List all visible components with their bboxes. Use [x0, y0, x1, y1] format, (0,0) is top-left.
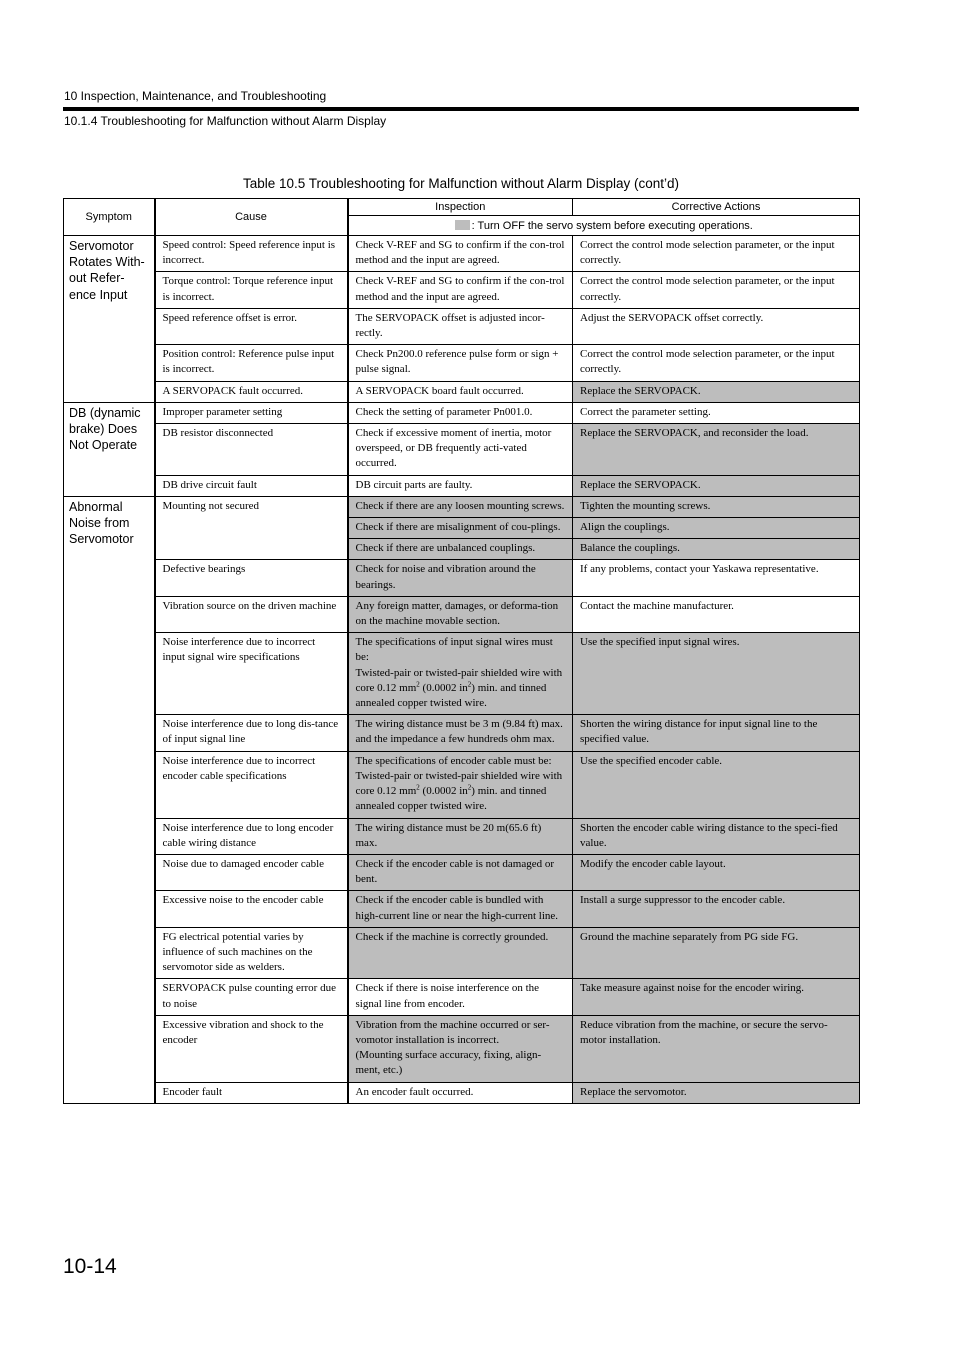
table-row	[64, 751, 860, 818]
action-cell: Use the specified input signal wires.	[573, 633, 860, 715]
symptom-header: Symptom	[64, 199, 155, 236]
cause-cell: A SERVOPACK fault occurred.	[155, 381, 348, 402]
cause-cell: DB resistor disconnected	[155, 424, 348, 476]
inspection-cell: Check if the machine is correctly grounded.	[348, 927, 573, 979]
table-row	[64, 496, 860, 517]
action-cell: Correct the control mode selection parameter, or the input correctly.	[573, 272, 860, 308]
inspection-cell: Check if the encoder cable is not damaged or bent.	[348, 854, 573, 890]
action-cell: Replace the SERVOPACK, and reconsider the load.	[573, 424, 860, 476]
table-row	[64, 1082, 860, 1103]
inspection-cell: Check if there are misalignment of cou-plings.	[348, 518, 573, 539]
inspection-text: Twisted-pair or twisted-pair shielded wire with core 0.12 mm	[355, 769, 563, 798]
inspection-line	[356, 769, 566, 815]
action-cell: Take measure against noise for the encoder wiring.	[573, 979, 860, 1015]
inspection-cell: An encoder fault occurred.	[348, 1082, 573, 1103]
action-cell: Align the couplings.	[573, 518, 860, 539]
superscript: 2	[467, 783, 472, 792]
inspection-cell	[348, 1015, 573, 1082]
cause-cell: Noise interference due to incorrect input signal wire specifications	[155, 633, 348, 715]
action-cell: Use the specified encoder cable.	[573, 751, 860, 818]
inspection-cell: Any foreign matter, damages, or deforma-tion on the machine movable section.	[348, 596, 573, 632]
cause-cell: Improper parameter setting	[155, 402, 348, 423]
inspection-line: (Mounting surface accuracy, fixing, align-ment, etc.)	[355, 1049, 542, 1077]
table-caption: Table 10.5 Troubleshooting for Malfunction without Alarm Display (cont’d)	[243, 176, 679, 191]
action-cell: If any problems, contact your Yaskawa representative.	[573, 560, 860, 596]
action-cell: Ground the machine separately from PG side FG.	[573, 927, 860, 979]
inspection-text: ) min. and tinned annealed copper twisted wire.	[355, 785, 547, 813]
table-row	[64, 475, 860, 496]
table-row	[64, 715, 860, 751]
inspection-text: ) min. and tinned annealed copper twisted wire.	[355, 681, 547, 710]
cause-cell: Noise interference due to long encoder cable wiring distance	[155, 818, 348, 854]
action-cell: Shorten the encoder cable wiring distance to the speci-fied value.	[573, 818, 860, 854]
table-row	[64, 979, 860, 1015]
cause-cell: Position control: Reference pulse input is incorrect.	[155, 345, 348, 381]
inspection-line	[356, 666, 566, 712]
inspection-line: The specifications of input signal wires must be:	[355, 636, 553, 664]
action-cell: Tighten the mounting screws.	[573, 496, 860, 517]
page-number: 10-14	[63, 1255, 117, 1278]
action-cell: Install a surge suppressor to the encoder cable.	[573, 891, 860, 927]
inspection-cell: The wiring distance must be 20 m(65.6 ft) max.	[348, 818, 573, 854]
cause-header: Cause	[155, 199, 348, 236]
inspection-cell: Check if there are unbalanced couplings.	[348, 539, 573, 560]
cause-cell: SERVOPACK pulse counting error due to noise	[155, 979, 348, 1015]
symptom-cell: Servomotor Rotates With-out Refer-ence Input	[64, 236, 155, 403]
table-row	[64, 308, 860, 344]
inspection-cell: Check for noise and vibration around the bearings.	[348, 560, 573, 596]
cause-cell: Speed control: Speed reference input is incorrect.	[155, 236, 348, 272]
section-header: 10.1.4 Troubleshooting for Malfunction without Alarm Display	[64, 114, 387, 128]
troubleshooting-table	[63, 198, 860, 1104]
action-cell: Contact the machine manufacturer.	[573, 596, 860, 632]
inspection-cell: Check if there is noise interference on the signal line from encoder.	[348, 979, 573, 1015]
table-row	[64, 424, 860, 476]
table-row	[64, 560, 860, 596]
cause-cell: Noise interference due to long dis-tance of input signal line	[155, 715, 348, 751]
inspection-line: Vibration from the machine occurred or ser-vomotor installation is incorrect.	[355, 1018, 550, 1046]
inspection-cell: Check V-REF and SG to confirm if the con-trol method and the input are agreed.	[348, 236, 573, 272]
inspection-cell	[348, 751, 573, 818]
inspection-text: (0.0002 in	[419, 785, 468, 798]
inspection-cell: Check the setting of parameter Pn001.0.	[348, 402, 573, 423]
chapter-header: 10 Inspection, Maintenance, and Troubleshooting	[64, 89, 327, 103]
cause-cell: Noise interference due to incorrect encoder cable specifications	[155, 751, 348, 818]
inspection-cell: DB circuit parts are faulty.	[348, 475, 573, 496]
symptom-cell: Abnormal Noise from Servomotor	[64, 496, 155, 1103]
table-row	[64, 927, 860, 979]
cause-cell: Torque control: Torque reference input is incorrect.	[155, 272, 348, 308]
superscript: 2	[467, 680, 472, 689]
table-row	[64, 272, 860, 308]
symptom-cell: DB (dynamic brake) Does Not Operate	[64, 402, 155, 496]
inspection-cell: The wiring distance must be 3 m (9.84 ft) max. and the impedance a few hundreds ohm max.	[348, 715, 573, 751]
shade-swatch	[455, 220, 470, 230]
cause-cell: Encoder fault	[155, 1082, 348, 1103]
action-cell: Balance the couplings.	[573, 539, 860, 560]
table-row	[64, 854, 860, 890]
action-cell: Reduce vibration from the machine, or secure the servo-motor installation.	[573, 1015, 860, 1082]
cause-cell: Noise due to damaged encoder cable	[155, 854, 348, 890]
table-row	[64, 236, 860, 272]
inspection-cell: Check V-REF and SG to confirm if the con-trol method and the input are agreed.	[348, 272, 573, 308]
cause-cell: Speed reference offset is error.	[155, 308, 348, 344]
superscript: 2	[416, 783, 420, 792]
inspection-line: The specifications of encoder cable must be:	[355, 754, 552, 767]
action-cell: Adjust the SERVOPACK offset correctly.	[573, 308, 860, 344]
table-row	[64, 596, 860, 632]
table-row	[64, 1015, 860, 1082]
cause-cell: Mounting not secured	[155, 496, 348, 560]
action-cell: Correct the control mode selection parameter, or the input correctly.	[573, 345, 860, 381]
inspection-cell: The SERVOPACK offset is adjusted incor-rectly.	[348, 308, 573, 344]
inspection-cell: Check if the encoder cable is bundled with high-current line or near the high-current line.	[348, 891, 573, 927]
inspection-text: (0.0002 in	[419, 681, 468, 694]
cause-cell: DB drive circuit fault	[155, 475, 348, 496]
cause-cell: FG electrical potential varies by influence of such machines on the servomotor side as welders.	[155, 927, 348, 979]
action-cell: Replace the SERVOPACK.	[573, 475, 860, 496]
inspection-text: Twisted-pair or twisted-pair shielded wire with core 0.12 mm	[355, 666, 563, 694]
header-rule	[63, 107, 859, 111]
action-cell: Modify the encoder cable layout.	[573, 854, 860, 890]
superscript: 2	[416, 680, 420, 689]
cause-cell: Excessive noise to the encoder cable	[155, 891, 348, 927]
table-row	[64, 891, 860, 927]
table-row	[64, 402, 860, 423]
inspection-header: Inspection	[348, 199, 573, 216]
cause-cell: Vibration source on the driven machine	[155, 596, 348, 632]
inspection-cell: Check Pn200.0 reference pulse form or sign + pulse signal.	[348, 345, 573, 381]
action-cell: Replace the SERVOPACK.	[573, 381, 860, 402]
power-off-note-text: : Turn OFF the servo system before executing operations.	[471, 219, 753, 232]
inspection-cell: Check if excessive moment of inertia, motor overspeed, or DB frequently acti-vated occurred.	[348, 424, 573, 476]
cause-cell: Defective bearings	[155, 560, 348, 596]
table-row	[64, 345, 860, 381]
action-cell: Replace the servomotor.	[573, 1082, 860, 1103]
action-cell: Shorten the wiring distance for input signal line to the specified value.	[573, 715, 860, 751]
table-row	[64, 633, 860, 715]
inspection-cell: Check if there are any loosen mounting screws.	[348, 496, 573, 517]
inspection-cell: A SERVOPACK board fault occurred.	[348, 381, 573, 402]
cause-cell: Excessive vibration and shock to the encoder	[155, 1015, 348, 1082]
action-cell: Correct the parameter setting.	[573, 402, 860, 423]
table-row	[64, 381, 860, 402]
action-cell: Correct the control mode selection parameter, or the input correctly.	[573, 236, 860, 272]
table-row	[64, 818, 860, 854]
actions-header: Corrective Actions	[573, 199, 860, 216]
inspection-cell	[348, 633, 573, 715]
power-off-note	[348, 216, 860, 236]
